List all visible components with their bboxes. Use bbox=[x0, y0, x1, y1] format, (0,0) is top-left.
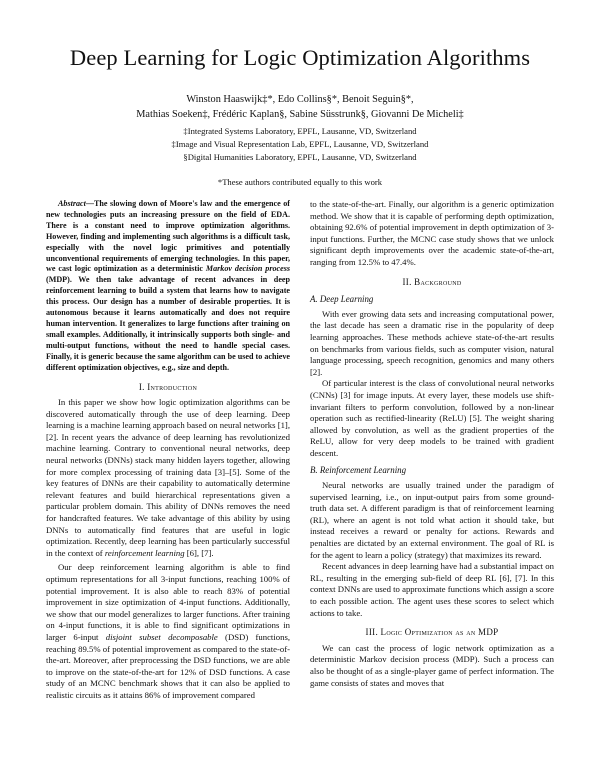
author-list bbox=[40, 93, 560, 122]
abstract-text-a: —The slowing down of Moore's law and the emergence of new technologies puts an increasing pressure on the field of EDA. There is a constant need to improve optimization algorithms. However, finding and implementing such algorithms is a difficult task, especially with the novel logic primitives and potentially unconventional requirements of emerging technologies. In this paper, we cast logic optimization as a deterministic bbox=[46, 199, 290, 274]
intro-p1-text-a: In this paper we show how logic optimization algorithms can be discovered automatically through the use of deep learning. Deep learning is a machine learning approach based on neural networks [1], [2]. In recent years the advance of deep learning has revolutionized machine learning. Contrary to conventional neural networks, deep neural networks (DNNs) stack many hidden layers together, allowing for more complex processing of training data [3]–[5]. Some of the key features of DNNs are their capability to automatically determine relevant features and build hierarchical representations given a particular problem domain. This ability of DNNs removes the need for handcrafted features. We take advantage of this ability by using DNNs to automatically find features that are useful in logic optimization. Recently, deep learning has been particularly successful in the context of bbox=[46, 397, 290, 558]
logic-opt-paragraph-1: We can cast the process of logic network optimization as a deterministic Markov decision process (MDP). Such a process can also be thought of as a single-player game of perfect information. The game consists of states and moves that bbox=[310, 642, 554, 688]
intro-p1-text-b: [6], [7]. bbox=[184, 547, 214, 558]
rl-paragraph-1: Neural networks are usually trained under the paradigm of supervised learning, i.e., on input-output pairs from some ground-truth data set. A different paradigm is that of reinforcement learning (RL), where an agent is not told what action it should take, but instead receives a reward or penalty for actions. Rewards and penalties are dictated by an external environment. The goal of RL is for the agent to learn a policy (strategy) that maximizes its reward. bbox=[310, 480, 554, 560]
affiliations bbox=[40, 125, 560, 163]
left-column bbox=[46, 199, 290, 702]
abstract bbox=[46, 199, 290, 374]
equal-contribution-note: *These authors contributed equally to this work bbox=[217, 177, 383, 187]
subsection-heading-reinforcement-learning: B. Reinforcement Learning bbox=[310, 465, 407, 476]
section-heading-introduction: I. Introduction bbox=[138, 381, 198, 392]
section-heading-logic-optimization-mdp: III. Logic Optimization as an MDP bbox=[365, 627, 499, 638]
paper-title: Deep Learning for Logic Optimization Algorithms bbox=[69, 45, 531, 70]
author-line-2: Mathias Soeken‡, Frédéric Kaplan§, Sabine Süsstrunk§, Giovanni De Micheli‡ bbox=[136, 108, 464, 120]
right-column bbox=[310, 199, 554, 689]
intro-paragraph-2-continued: to the state-of-the-art. Finally, our algorithm is a generic optimization method. We show that it is capable of performing depth optimization, obtaining 92.6% of potential improvement in depth optimization of 3-input functions. Further, the MCNC case study shows that we unlock significant depth improvements over the academic state-of-the-art, ranging from 12.5% to 47.4%. bbox=[310, 199, 554, 267]
intro-p2-text-a: Our deep reinforcement learning algorithm is able to find optimum representations for all 3-input functions, reaching 100% of potential improvement. It is also able to reach 83% of potential improvement in size optimization of 4-input functions. Additionally, we show that our model generalizes to larger functions. After training on 4-input functions, it is able to find significant optimizations in larger 6-input bbox=[46, 562, 290, 642]
deep-learning-paragraph-1: With ever growing data sets and increasing computational power, the last decade has seen a dramatic rise in the popularity of deep learning approaches. These methods achieve state-of-the-art results on benchmarks from various fields, such as computer vision, natural language processing, speech recognition, genomics and many others [2]. bbox=[310, 308, 554, 377]
affiliation-1: ‡Integrated Systems Laboratory, EPFL, Lausanne, VD, Switzerland bbox=[183, 126, 417, 136]
rl-paragraph-2: Recent advances in deep learning have had a substantial impact on RL, resulting in the emerging sub-field of deep RL [6], [7]. In this context DNNs are used to approximate functions which assign a score to each possible action. The agent uses these scores to select which actions to take. bbox=[310, 561, 554, 618]
affiliation-3: §Digital Humanities Laboratory, EPFL, Lausanne, VD, Switzerland bbox=[183, 151, 417, 162]
abstract-text-b: (MDP). We then take advantage of recent advances in deep reinforcement learning to build a system that learns how to navigate this process. Our design has a number of desirable properties. It is autonomous because it learns automatically and does not require human intervention. It generalizes to large functions after training on small examples. Additionally, it intrinsically supports both single- and multi-output functions, without the need to handle special cases. Finally, it is generic because the same algorithm can be used to achieve different optimization objectives, e.g., size and depth. bbox=[46, 275, 290, 372]
deep-learning-paragraph-2: Of particular interest is the class of convolutional neural networks (CNNs) [3] for image inputs. At every layer, these models use shift-invariant filters to perform convolution, followed by a non-linear operation such as rectified-linearity (ReLU) [5]. The weight sharing allowed by convolution, as well as the gradient properties of the ReLU, allow for very deep models to be trained with gradient descent. bbox=[310, 378, 554, 458]
abstract-mdp-term: Markov decision process bbox=[205, 264, 291, 274]
intro-p1-rl-term: reinforcement learning bbox=[104, 547, 185, 558]
intro-p2-dsd-term: disjoint subset decomposable bbox=[105, 631, 218, 642]
affiliation-2: ‡Image and Visual Representation Lab, EPFL, Lausanne, VD, Switzerland bbox=[171, 138, 429, 149]
intro-paragraph-1 bbox=[46, 397, 290, 559]
subsection-heading-deep-learning: A. Deep Learning bbox=[310, 294, 374, 305]
intro-paragraph-2 bbox=[46, 562, 290, 701]
intro-p2-text-b: (DSD) functions, reaching 89.5% of potential improvement as compared to the state-of-the-art. Moreover, after preprocessing the DSD functions, we are able to improve on the state-of-the-art for 12% of DSD functions. A case study of an MCNC benchmark shows that it can also be applied to realistic circuits as it attains 86% of improvement compared bbox=[46, 631, 290, 700]
section-heading-background: II. Background bbox=[402, 276, 462, 287]
abstract-label: Abstract bbox=[58, 199, 86, 208]
author-line-1: Winston Haaswijk‡*, Edo Collins§*, Benoit Seguin§*, bbox=[186, 94, 414, 105]
